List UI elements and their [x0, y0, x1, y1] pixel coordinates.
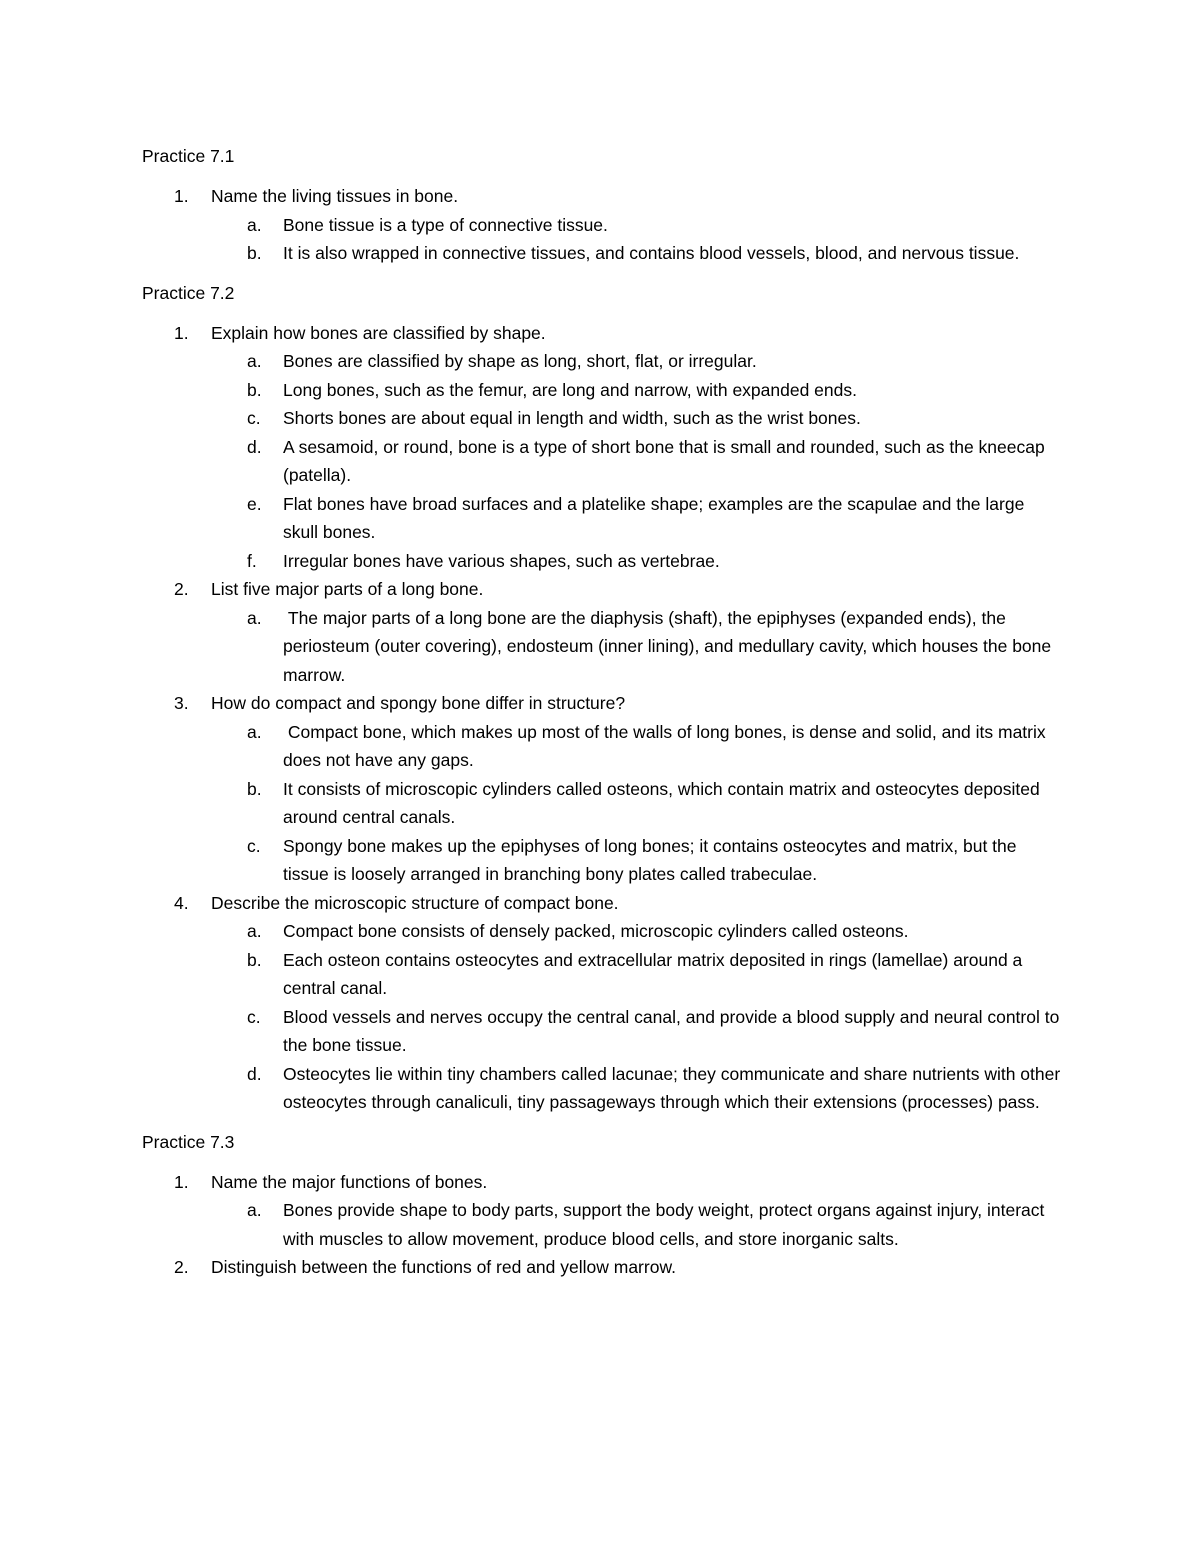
answer-text: Compact bone, which makes up most of the walls of long bones, is dense and solid, and its matrix does not have any gaps. — [283, 721, 1051, 770]
question-number: 2. — [174, 1257, 189, 1277]
section-heading: Practice 7.3 — [142, 1131, 235, 1152]
answer-text: The major parts of a long bone are the diaphysis (shaft), the epiphyses (expanded ends), the periosteum (outer covering), endosteum (inner lining), and medullary cavity, which houses the bone marrow. — [283, 607, 1057, 685]
answer-item — [142, 211, 1062, 240]
answer-list — [211, 211, 1062, 268]
answer-list — [211, 347, 1062, 575]
question-number: 2. — [174, 579, 189, 599]
answer-letter: f. — [247, 550, 257, 571]
question-list — [142, 182, 1062, 268]
question-item — [142, 889, 1066, 1117]
answer-text: It consists of microscopic cylinders called osteons, which contain matrix and osteocytes deposited around central canals. — [283, 778, 1045, 827]
answer-item — [142, 239, 1062, 268]
answer-item — [142, 604, 1062, 690]
question-list — [142, 1168, 1062, 1282]
question-list — [142, 319, 1066, 1117]
question-item — [142, 689, 1062, 889]
answer-item — [142, 433, 1062, 490]
answer-item — [142, 718, 1062, 775]
practice-section — [142, 279, 1066, 1117]
answer-letter: b. — [247, 379, 262, 400]
question-text: List five major parts of a long bone. — [211, 579, 484, 599]
answer-item — [142, 1003, 1065, 1060]
answer-text: Flat bones have broad surfaces and a platelike shape; examples are the scapulae and the large skull bones. — [283, 493, 1030, 542]
question-item — [142, 1253, 1062, 1282]
answer-text: Bone tissue is a type of connective tissue. — [283, 214, 608, 235]
answer-item — [142, 347, 1062, 376]
answer-list — [211, 1196, 1062, 1253]
answer-text: It is also wrapped in connective tissues, and contains blood vessels, blood, and nervous tissue. — [283, 243, 1020, 263]
answer-item — [142, 1060, 1066, 1117]
answer-text: Each osteon contains osteocytes and extracellular matrix deposited in rings (lamellae) around a central canal. — [283, 949, 1028, 998]
question-item — [142, 319, 1062, 576]
question-number: 3. — [174, 693, 189, 713]
practice-section — [142, 1128, 1062, 1282]
answer-letter: b. — [247, 949, 262, 970]
question-text: Describe the microscopic structure of compact bone. — [211, 892, 619, 913]
answer-letter: a. — [247, 1200, 262, 1220]
answer-letter: c. — [247, 408, 261, 428]
answer-letter: a. — [247, 351, 262, 371]
answer-letter: d. — [247, 1063, 262, 1084]
answer-text: Irregular bones have various shapes, such as vertebrae. — [283, 550, 720, 571]
answer-list — [211, 917, 1066, 1117]
answer-item — [142, 917, 1062, 946]
answer-letter: c. — [247, 835, 261, 856]
answer-text: Osteocytes lie within tiny chambers called lacunae; they communicate and share nutrients with other osteocytes through canaliculi, tiny passageways through which their extensions (processes) pass. — [283, 1063, 1066, 1112]
answer-item — [142, 832, 1062, 889]
answer-item — [142, 404, 1062, 433]
answer-text: Bones provide shape to body parts, support the body weight, protect organs against injury, interact with muscles to allow movement, produce blood cells, and store inorganic salts. — [283, 1200, 1050, 1249]
answer-item — [142, 1196, 1062, 1253]
answer-list — [211, 718, 1062, 889]
answer-text: Long bones, such as the femur, are long and narrow, with expanded ends. — [283, 379, 857, 400]
question-number: 4. — [174, 892, 189, 913]
answer-text: A sesamoid, or round, bone is a type of short bone that is small and rounded, such as the kneecap (patella). — [283, 436, 1050, 485]
answer-text: Blood vessels and nerves occupy the central canal, and provide a blood supply and neural control to the bone tissue. — [283, 1006, 1065, 1055]
answer-item — [142, 490, 1062, 547]
answer-item — [142, 547, 1062, 576]
question-number: 1. — [174, 1171, 189, 1192]
question-text: Name the living tissues in bone. — [211, 186, 459, 206]
answer-text: Shorts bones are about equal in length and width, such as the wrist bones. — [283, 408, 861, 428]
answer-letter: a. — [247, 921, 262, 941]
answer-list — [211, 604, 1062, 690]
answer-letter: a. — [247, 607, 262, 628]
question-item — [142, 575, 1062, 689]
question-text: Name the major functions of bones. — [211, 1171, 488, 1192]
practice-section — [142, 142, 1062, 268]
answer-letter: d. — [247, 436, 262, 457]
answer-text: Bones are classified by shape as long, short, flat, or irregular. — [283, 351, 757, 371]
answer-text: Spongy bone makes up the epiphyses of long bones; it contains osteocytes and matrix, but the tissue is loosely arranged in branching bony plates called trabeculae. — [283, 835, 1022, 884]
answer-item — [142, 775, 1062, 832]
answer-letter: e. — [247, 493, 262, 514]
question-number: 1. — [174, 322, 189, 343]
document-body — [142, 142, 1066, 1293]
question-number: 1. — [174, 186, 189, 206]
answer-letter: a. — [247, 721, 262, 742]
section-heading: Practice 7.1 — [142, 146, 235, 166]
question-item — [142, 1168, 1062, 1254]
question-item — [142, 182, 1062, 268]
answer-letter: c. — [247, 1006, 261, 1027]
answer-letter: b. — [247, 778, 262, 799]
answer-letter: b. — [247, 243, 262, 263]
section-heading: Practice 7.2 — [142, 282, 235, 303]
answer-item — [142, 376, 1062, 405]
answer-letter: a. — [247, 214, 262, 235]
answer-text: Compact bone consists of densely packed, microscopic cylinders called osteons. — [283, 921, 909, 941]
answer-item — [142, 946, 1062, 1003]
question-text: How do compact and spongy bone differ in structure? — [211, 693, 626, 713]
question-text: Distinguish between the functions of red and yellow marrow. — [211, 1257, 676, 1277]
question-text: Explain how bones are classified by shape. — [211, 322, 546, 343]
